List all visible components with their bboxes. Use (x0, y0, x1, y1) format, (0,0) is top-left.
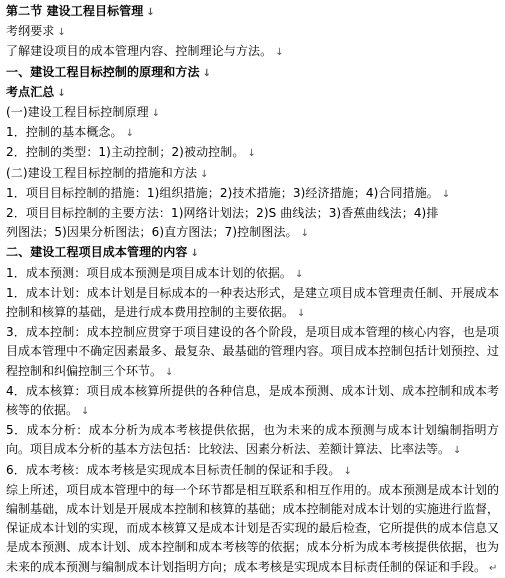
item-control-types: 2．控制的类型：1)主动控制；2)被动控制。 ↓ (6, 145, 256, 160)
summary-label: 考点汇总 ↓ (6, 84, 66, 99)
item-control-measures: 1．项目目标控制的措施：1)组织措施；2)技术措施；3)经济措施；4)合同措施。 ↓ (6, 185, 451, 200)
exam-requirements-label: 考纲要求 ↓ (6, 24, 66, 39)
exam-requirements-text: 了解建设项目的成本管理内容、控制理论与方法。 ↓ (6, 44, 284, 59)
heading-one: 一、建设工程目标控制的原理和方法 ↓ (6, 64, 212, 79)
item-control-methods-line2: 列图法；5)因果分析图法；6)直方图法；7)控制图法。 ↓ (6, 225, 310, 240)
subheading-measures: (二)建设工程目标控制的措施和方法 ↓ (6, 165, 209, 180)
subheading-principles: (一)建设工程目标控制原理 ↓ (6, 105, 161, 120)
item-cost-control: 3．成本控制：成本控制应贯穿于项目建设的各个阶段，是项目成本管理的核心内容，也是项目成本管理中不确定因素最多、最复杂、最基础的管理内容。项目成本控制包括计划预控、过程控制和纠偏控制三个环节。 ↓ (6, 325, 499, 378)
item-cost-accounting: 4．成本核算：项目成本核算所提供的各种信息，是成本预测、成本计划、成本控制和成本考核等的依据。 ↓ (6, 383, 499, 418)
item-cost-plan: 1．成本计划：成本计划是目标成本的一种表达形式，是建立项目成本管理责任制、开展成本控制和核算的基础，是进行成本费用控制的主要依据。 ↓ (6, 285, 499, 320)
section-title: 第二节 建设工程目标管理 ↓ (6, 4, 155, 18)
item-control-concept: 1．控制的基本概念。 ↓ (6, 125, 135, 140)
item-cost-forecast: 1．成本预测：项目成本预测是项目成本计划的依据。 ↓ (6, 265, 304, 280)
summary-paragraph: 综上所述，项目成本管理中的每一个环节都是相互联系和相互作用的。成本预测是成本计划的编制基础，成本计划是开展成本控制和核算的基础；成本控制能对成本计划的实施进行监督，保证成本计划的实现，而成本核算又是成本计划是否实现的最后检查，它所提供的成本信息又是成本预测、成本计划、成本控制和成本考核等的依据；成本分析为成本考核提供依据，也为未来的成本预测与编制成本计划指明方向；成本考核是实现成本目标责任制的保证和手段。 ↵ (6, 482, 499, 574)
item-cost-assessment: 6．成本考核：成本考核是实现成本目标责任制的保证和手段。 ↓ (6, 462, 352, 477)
heading-two: 二、建设工程项目成本管理的内容 ↓ (6, 245, 199, 260)
item-control-methods-line1: 2．项目目标控制的主要方法：1)网络计划法；2)S 曲线法；3)香蕉曲线法；4)排 (6, 206, 439, 221)
item-cost-analysis: 5．成本分析：成本分析为成本考核提供依据，也为未来的成本预测与成本计划编制指明方向。项目成本分析的基本方法包括：比较法、因素分析法、差额计算法、比率法等。 ↓ (6, 423, 499, 457)
